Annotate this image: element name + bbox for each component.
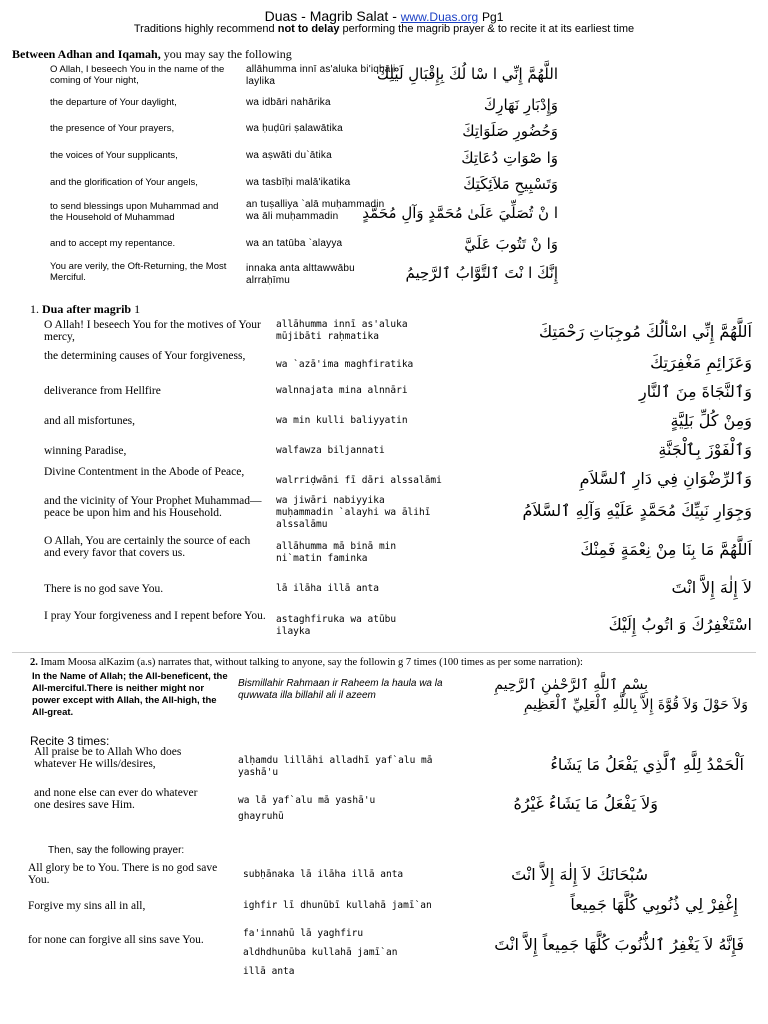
arabic-text: وَتَسْبِيحِ مَلاَئِكَتِكَ <box>463 175 558 193</box>
subtitle-emphasis: not to delay <box>277 23 340 35</box>
english-text: O Allah, You are certainly the source of each and every favor that covers us. <box>44 535 251 559</box>
heading-bold: Dua after magrib <box>42 302 132 316</box>
english-text: and the glorification of Your angels, <box>50 177 198 188</box>
arabic-text: اللَّهُمَّ إِنِّي ا سْا لُكَ بِإِقْبَالِ لَيْلِكَ <box>376 65 558 83</box>
subtitle-text: Traditions highly recommend <box>133 23 278 35</box>
heading-rest: 1 <box>131 302 141 316</box>
heading-number: 1. <box>30 302 42 316</box>
arabic-text: اَللَّهُمَّ إِنِّي اسْألُكَ مُوجِبَاتِ رَحْمَتِكَ <box>539 322 752 341</box>
transliteration: subḥānaka lā ilāha illā anta <box>243 869 404 880</box>
transliteration: lā ilāha illā anta <box>276 583 379 594</box>
arabic-text: وَلاَ يَفْعَلُ مَا يَشَاءُ غَيْرُهُ <box>513 794 658 813</box>
heading-text: Imam Moosa alKazim (a.s) narrates that, without talking to anyone, say the followin g 7 times (100 times as per some narration): <box>37 657 583 668</box>
arabic-text: لاَ إِلٰهَ إِلاَّ انْتَ <box>671 578 752 597</box>
english-text: You are verily, the Oft-Returning, the Most Merciful. <box>50 261 227 283</box>
transliteration: innaka anta alttawwābu alrraḥīmu <box>246 263 355 286</box>
transliteration: allāhumma innī as'aluka mūjibāti raḥmatika <box>276 319 408 342</box>
section-divider <box>12 652 756 653</box>
english-text: winning Paradise, <box>44 445 127 457</box>
arabic-text: وَإِدْبَارِ نَهَارِكَ <box>483 96 558 114</box>
title-text: Duas - Magrib Salat <box>264 8 389 24</box>
transliteration: wa lā yaf`alu mā yashā'u ghayruhū <box>238 795 376 822</box>
arabic-text: فَإِنَّهُ لاَ يَغْفِرُ ٱلذُّنُوبَ كُلَّهَا جَمِيعاً إِلاَّ انْتَ <box>494 935 744 954</box>
english-text: In the Name of Allah; the All-beneficent, the All-merciful.There is neither might nor power except with Allah, the All-high, the All-great. <box>32 671 228 718</box>
english-text: the determining causes of Your forgiveness, <box>44 350 246 362</box>
arabic-text: اسْتَغْفِرُكَ وَ اتُوبُ إِلَيْكَ <box>608 615 752 634</box>
transliteration: wa `azā'ima maghfiratika <box>276 359 414 370</box>
transliteration: wa min kulli baliyyatin <box>276 415 408 426</box>
transliteration: allāhumma innī as'aluka bi'iqbāli laylika <box>246 64 396 87</box>
transliteration: wa idbāri nahārika <box>246 97 331 108</box>
english-text: the presence of Your prayers, <box>50 123 175 134</box>
transliteration: fa'innahū lā yaghfiru aldhdhunūba kullahā jamī`an illā anta <box>243 928 398 977</box>
arabic-text: وَا نْ تَتُوبَ عَلَيَّ <box>464 235 558 253</box>
english-text: deliverance from Hellfire <box>44 385 161 397</box>
arabic-text: وَا صْوَاتِ دُعَاتِكَ <box>461 149 558 167</box>
heading-rest: you may say the following <box>160 47 292 61</box>
english-text: All praise be to Allah Who does whatever He wills/desires, <box>34 746 182 770</box>
english-text: and the vicinity of Your Prophet Muhammad—peace be upon him and his Household. <box>44 495 262 519</box>
english-text: and none else can ever do whatever one desires save Him. <box>34 787 198 811</box>
arabic-text: إِغْفِرْ لِي ذُنُوبِي كُلَّهَا جَمِيعاً <box>570 895 738 914</box>
then-heading: Then, say the following prayer: <box>48 845 185 856</box>
transliteration: wa an tatūba `alayya <box>246 238 343 249</box>
transliteration: ighfir lī dhunūbī kullahā jamī`an <box>243 900 432 911</box>
english-text: I pray Your forgiveness and I repent before You. <box>44 610 266 622</box>
english-text: O Allah! I beseech You for the motives of Your mercy, <box>44 319 261 343</box>
section-adhan-heading <box>12 47 292 62</box>
transliteration: wa jiwāri nabiyyika muḥammadin `alayhi wa ālihī alssalāmu <box>276 495 431 530</box>
arabic-text: ا نْ تُصَلِّيَ عَلَىٰ مُحَمَّدٍ وَآلِ مُحَمَّدٍ <box>362 204 558 222</box>
english-text: the departure of Your daylight, <box>50 97 177 108</box>
heading-number: 2. <box>30 657 38 668</box>
arabic-text: اَللَّهُمَّ مَا بِنَا مِنْ نِعْمَةٍ فَمِنْكَ <box>580 540 752 559</box>
english-text: and all misfortunes, <box>44 415 136 427</box>
section-dua2-heading <box>30 657 750 668</box>
english-text: the voices of Your supplicants, <box>50 150 178 161</box>
english-text: and to accept my repentance. <box>50 238 176 249</box>
english-text: All glory be to You. There is no god save You. <box>28 862 218 886</box>
page-title <box>0 8 768 24</box>
transliteration: wa aṣwāti du`ātika <box>246 150 332 161</box>
english-text: Forgive my sins all in all, <box>28 900 146 912</box>
arabic-text: وَٱلنَّجَاةَ مِنَ ٱلنَّارِ <box>639 382 752 401</box>
transliteration: walnnajata mina alnnāri <box>276 385 408 396</box>
transliteration: astaghfiruka wa atūbu ilayka <box>276 614 397 637</box>
section-dua1-heading <box>30 302 140 317</box>
page-number: Pg1 <box>482 10 504 24</box>
heading-bold: Between Adhan and Iqamah, <box>12 47 161 61</box>
english-text: for none can forgive all sins save You. <box>28 934 204 946</box>
transliteration: wa ḥuḍūri ṣalawātika <box>246 123 343 134</box>
arabic-text: وَٱلرِّضْوَانِ فِي دَارِ ٱلسَّلاَمِ <box>579 469 752 488</box>
transliteration: alḥamdu lillāhi alladhī yaf`alu mā yashā'u <box>238 755 433 778</box>
title-dash: - <box>392 8 397 24</box>
site-link[interactable]: www.Duas.org <box>400 10 479 24</box>
arabic-text: وَجِوَارِ نَبِيِّكَ مُحَمَّدٍ عَلَيْهِ وَآلِهِ ٱلسَّلاَمُ <box>522 501 752 520</box>
transliteration: walfawza biljannati <box>276 445 385 456</box>
transliteration: walrriḍwāni fī dāri alssalāmi <box>276 475 442 486</box>
arabic-text: اَلْحَمْدُ لِلَّهِ ٱلَّذِي يَفْعَلُ مَا يَشَاءُ <box>550 755 744 774</box>
transliteration: wa tasbīḥi malā'ikatika <box>246 177 351 188</box>
english-text: to send blessings upon Muhammad and the Household of Muhammad <box>50 201 219 223</box>
arabic-text: سُبْحَانَكَ لاَ إِلٰهَ إِلاَّ انْتَ <box>511 865 648 884</box>
arabic-text: وَعَزَائِمِ مَغْفِرَتِكَ <box>650 353 752 372</box>
page-subtitle <box>0 23 768 35</box>
english-text: O Allah, I beseech You in the name of the coming of Your night, <box>50 64 225 86</box>
transliteration: Bismillahir Rahmaan ir Raheem la haula wa la quwwata illa billahil ali il azeem <box>238 678 443 701</box>
recite-heading: Recite 3 times: <box>30 734 110 748</box>
transliteration: allāhumma mā binā min ni`matin faminka <box>276 541 397 564</box>
arabic-text-line2: وَلاَ حَوْلَ وَلاَ قُوَّةَ إِلاَّ بِاللَّهِ ٱلْعَلِيِّ ٱلْعَظِيمِ <box>523 697 748 713</box>
arabic-text: وَٱلْفَوْزَ بِٱلْجَنَّةِ <box>658 440 752 459</box>
arabic-text-line1: بِسْمِ ٱللَّهِ ٱلرَّحْمٰنِ ٱلرَّحِيمِ <box>494 677 648 693</box>
subtitle-text-end: performing the magrib prayer & to recite it at its earliest time <box>339 23 635 35</box>
english-text: There is no god save You. <box>44 583 164 595</box>
arabic-text: وَحُضُورِ صَلَوَاتِكَ <box>462 122 558 140</box>
arabic-text: إِنَّكَ ا نْتَ ٱلتَّوَّابُ ٱلرَّحِيمُ <box>405 264 558 282</box>
english-text: Divine Contentment in the Abode of Peace, <box>44 466 245 478</box>
arabic-text: وَمِنْ كُلِّ بَلِيَّةٍ <box>670 411 752 430</box>
transliteration: an tuṣalliya `alā muḥammadin wa āli muḥammadin <box>246 199 385 222</box>
